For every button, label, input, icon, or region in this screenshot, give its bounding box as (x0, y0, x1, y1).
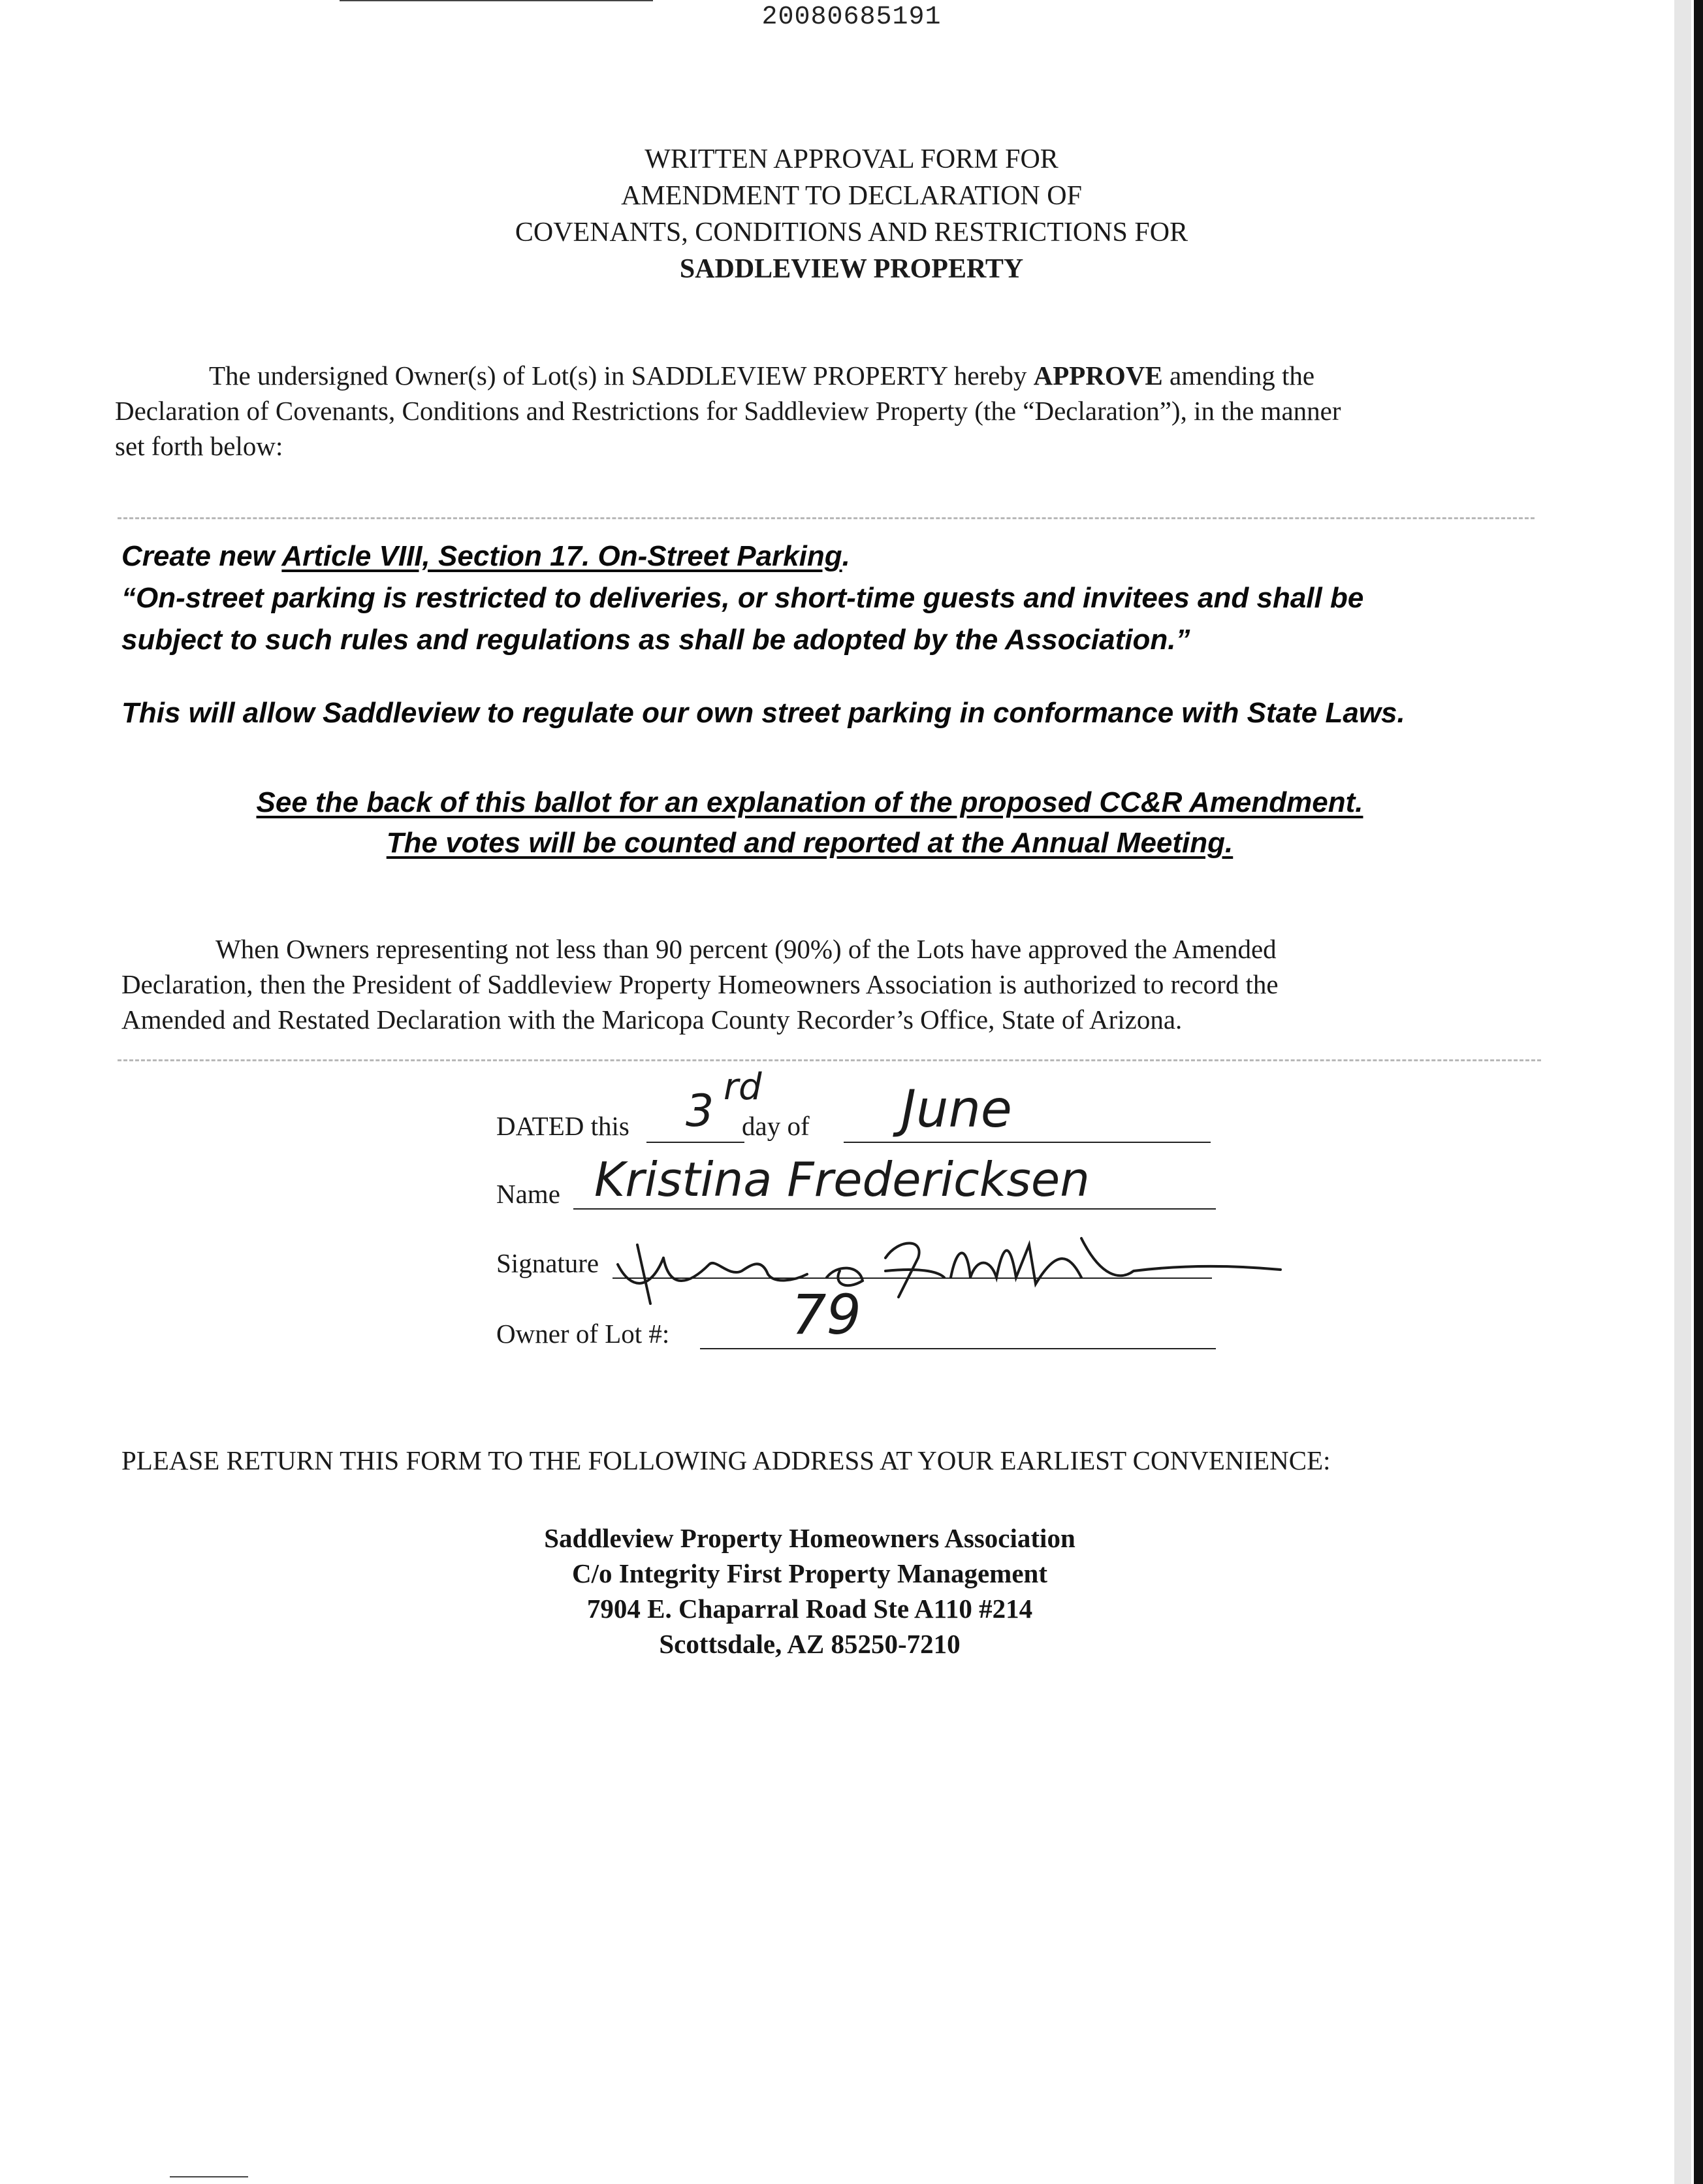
signature-label: Signature (496, 1248, 599, 1278)
title-line-2: AMENDMENT TO DECLARATION OF (621, 181, 1082, 211)
scan-edge-shadow (1674, 0, 1691, 2184)
form-title (0, 141, 1703, 287)
record-number: 20080685191 (761, 3, 942, 32)
day-suffix-handwritten: rd (724, 1066, 762, 1108)
day-of-label: day of (742, 1111, 810, 1141)
name-label: Name (496, 1179, 560, 1209)
name-line[interactable] (573, 1208, 1216, 1210)
scan-top-mark (340, 0, 653, 1)
approve-word: APPROVE (1033, 361, 1163, 391)
ballot-notice (0, 782, 1619, 863)
lot-line[interactable] (700, 1348, 1216, 1349)
title-line-4: SADDLEVIEW PROPERTY (679, 254, 1024, 284)
dated-label: DATED this (496, 1111, 629, 1141)
approval-paragraph (121, 931, 1597, 1037)
day-line[interactable] (646, 1142, 744, 1143)
intro-text-1: The undersigned Owner(s) of Lot(s) in SADDLEVIEW PROPERTY hereby (209, 361, 1034, 391)
amendment-article: Article VIII, Section 17. On-Street Parking (281, 540, 842, 572)
title-line-3: COVENANTS, CONDITIONS AND RESTRICTIONS FOR (515, 217, 1188, 248)
amendment-article-suffix: . (842, 540, 850, 572)
name-handwritten: Kristina Fredericksen (594, 1152, 1090, 1207)
intro-paragraph (115, 358, 1584, 464)
month-handwritten: June (901, 1080, 1012, 1139)
approval-line-1: When Owners representing not less than 90 percent (90%) of the Lots have approved the Amended (215, 934, 1277, 964)
return-address (0, 1520, 1619, 1662)
divider-top (118, 517, 1535, 519)
signature-fields (496, 1066, 1280, 1358)
amendment-block (121, 536, 1597, 734)
intro-line-2: Declaration of Covenants, Conditions and Restrictions for Saddleview Property (the “Declaration”), in the manner (115, 396, 1341, 426)
scan-edge-border (1694, 0, 1703, 2184)
day-handwritten: 3 (686, 1085, 714, 1137)
address-line-3: 7904 E. Chaparral Road Ste A110 #214 (586, 1594, 1033, 1624)
approval-line-3: Amended and Restated Declaration with the Maricopa County Recorder’s Office, State of Arizona. (121, 1004, 1183, 1035)
amendment-purpose: This will allow Saddleview to regulate our own street parking in conformance with State Laws. (121, 697, 1405, 729)
divider-bottom (118, 1059, 1541, 1061)
approval-line-2: Declaration, then the President of Saddleview Property Homeowners Association is authorized to record the (121, 969, 1279, 999)
address-line-2: C/o Integrity First Property Management (572, 1558, 1047, 1588)
amendment-create-label: Create new (121, 540, 282, 572)
notice-line-2: The votes will be counted and reported at the Annual Meeting. (386, 827, 1233, 859)
notice-line-1: See the back of this ballot for an explanation of the proposed CC&R Amendment. (256, 786, 1363, 818)
amendment-quote-line-2: subject to such rules and regulations as shall be adopted by the Association.” (121, 624, 1190, 656)
month-line[interactable] (844, 1142, 1211, 1143)
scan-bottom-mark (170, 2176, 248, 2177)
signature-scribble (611, 1219, 1284, 1317)
intro-line-3: set forth below: (115, 431, 283, 461)
intro-text-2: amending the (1162, 361, 1315, 391)
owner-lot-label: Owner of Lot #: (496, 1319, 670, 1349)
lot-handwritten: 79 (791, 1283, 861, 1347)
address-line-1: Saddleview Property Homeowners Association (544, 1523, 1075, 1553)
address-line-4: Scottsdale, AZ 85250-7210 (659, 1629, 961, 1659)
title-line-1: WRITTEN APPROVAL FORM FOR (645, 144, 1058, 174)
return-instruction: PLEASE RETURN THIS FORM TO THE FOLLOWING ADDRESS AT YOUR EARLIEST CONVENIENCE: (121, 1445, 1331, 1475)
amendment-quote-line-1: “On-street parking is restricted to deliveries, or short-time guests and invitees and shall be (121, 582, 1364, 614)
